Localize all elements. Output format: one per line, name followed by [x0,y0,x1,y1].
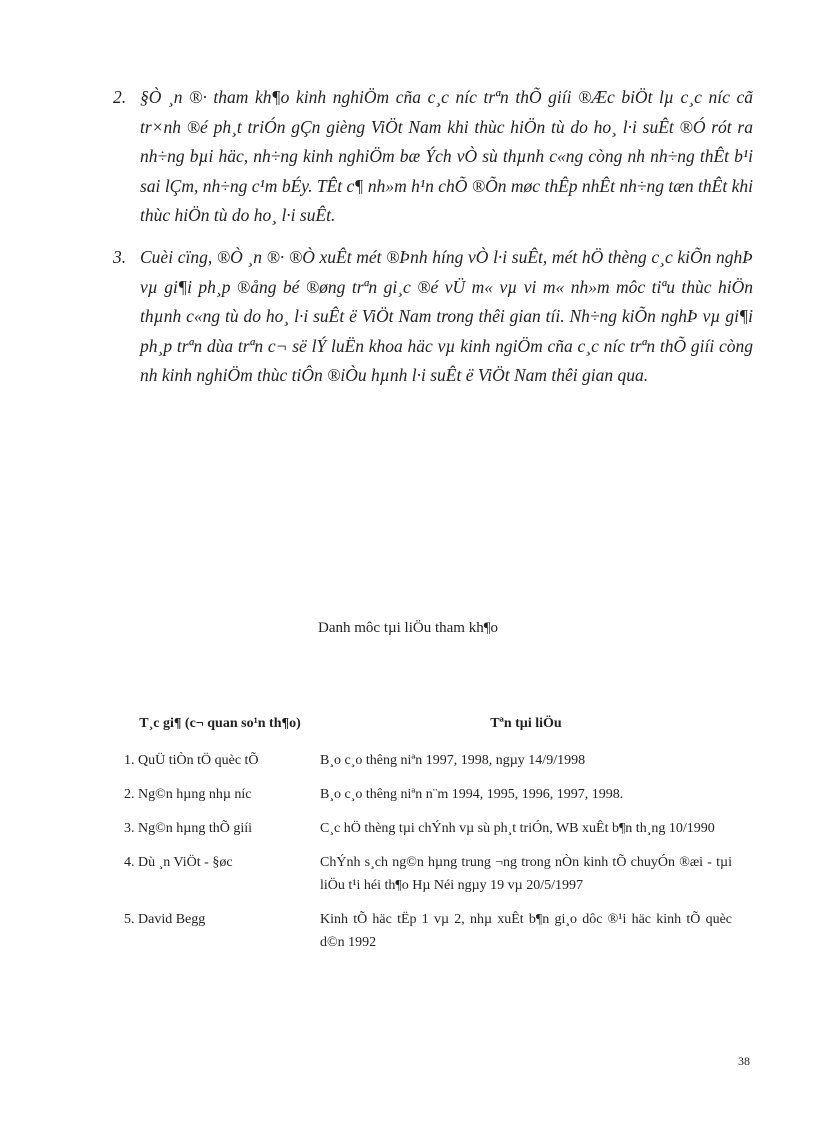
table-row [120,749,732,783]
paragraph-3 [113,243,753,391]
reference-document: ChÝnh s¸ch ng©n hµng trung ¬ng trong nÒn kinh tÕ chuyÓn ®æi - tµi liÖu t¹i héi th¶o Hµ Néi ngµy 19 vµ 20/5/1997 [320,855,732,893]
reference-author: 4. Dù ¸n ViÖt - §øc [124,855,233,870]
table-row [120,817,732,851]
paragraph-number: 2. [113,87,127,107]
paragraph-text: §Ò ¸n ®· tham kh¶o kinh nghiÖm cña c¸c níc trªn thÕ giíi ®Æc biÖt lµ c¸c níc cã tr×nh ®é ph¸t triÓn gÇn gièng ViÖt Nam khi thùc hiÖn tù do ho¸ l·i suÊt ®Ó rót ra nh÷ng bµi häc, nh÷ng kinh nghiÖm bæ Ých vÒ sù thµnh c«ng còng nh nh÷ng thÊt b¹i sai lÇm, nh÷ng c¹m bÉy. TÊt c¶ nh»m h¹n chÕ ®Õn møc thÊp nhÊt nh÷ng tæn thÊt khi thùc hiÖn tù do ho¸ l·i suÊt. [140,87,753,225]
reference-document: B¸o c¸o thêng niªn n¨m 1994, 1995, 1996, 1997, 1998. [320,787,624,802]
paragraph-text: Cuèi cïng, ®Ò ¸n ®· ®Ò xuÊt mét ®Þnh híng vÒ l·i suÊt, mét hÖ thèng c¸c kiÕn nghÞ vµ gi¶i ph¸p ®ång bé ®øng trªn gi¸c ®é vÜ m« vµ vi m« nh»m môc tiªu thùc hiÖn thµnh c«ng tù do ho¸ l·i suÊt ë ViÖt Nam trong thêi gian tíi. Nh÷ng kiÕn nghÞ vµ gi¶i ph¸p trªn dùa trªn c¬ së lÝ luËn khoa häc vµ kinh ngiÖm cña c¸c níc trªn thÕ giíi còng nh kinh nghiÖm thùc tiÔn ®iÒu hµnh l·i suÊt ë ViÖt Nam thêi gian qua. [140,247,753,385]
reference-author: 2. Ng©n hµng nhµ níc [124,787,252,802]
table-row [120,783,732,817]
table-row [120,851,732,908]
reference-author: 1. QuÜ tiÒn tÖ quèc tÕ [124,753,259,768]
table-row [120,908,732,965]
reference-author: 5. David Begg [124,912,206,927]
paragraph-number: 3. [113,247,127,267]
references-table [120,712,732,965]
reference-document: C¸c hÖ thèng tµi chÝnh vµ sù ph¸t triÓn, WB xuÊt b¶n th¸ng 10/1990 [320,821,715,836]
author-column-header: T¸c gi¶ (c¬ quan so¹n th¶o) [139,716,301,731]
reference-document: Kinh tÕ häc tËp 1 vµ 2, nhµ xuÊt b¶n gi¸o dôc ®¹i häc kinh tÕ quèc d©n 1992 [320,912,732,950]
reference-author: 3. Ng©n hµng thÕ giíi [124,821,252,836]
page-number: 38 [738,1054,750,1068]
paragraph-2 [113,83,753,231]
reference-document: B¸o c¸o thêng niªn 1997, 1998, ngµy 14/9/1998 [320,753,586,768]
table-header-row [120,712,732,749]
document-column-header: Tªn tµi liÖu [490,716,562,731]
references-title: Danh môc tµi liÖu tham kh¶o [318,620,498,636]
